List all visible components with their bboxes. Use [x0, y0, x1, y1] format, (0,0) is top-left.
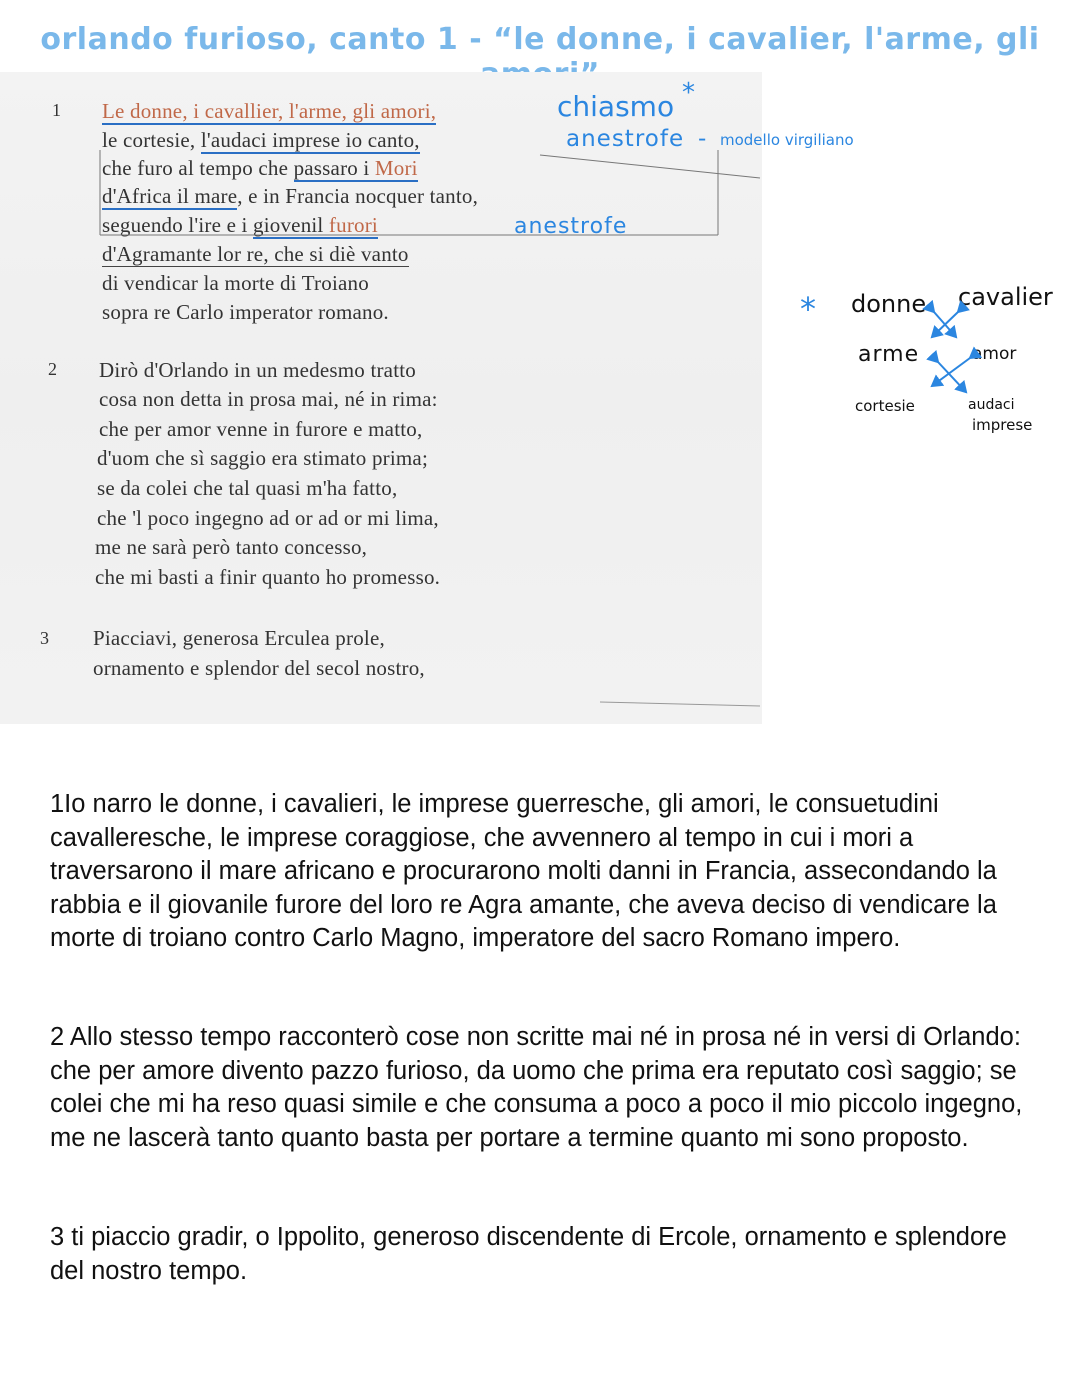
verse-line: Piacciavi, generosa Erculea prole, — [93, 626, 385, 650]
verse-line-text: passaro i — [293, 156, 375, 180]
verse-line: d'uom che sì saggio era stimato prima; — [97, 446, 428, 470]
verse-line: che mi basti a finir quanto ho promesso. — [95, 565, 441, 589]
diagram-word-donne: donne — [851, 290, 927, 318]
diagram-word-arme: arme — [858, 342, 920, 367]
arrow-icon — [932, 358, 970, 386]
annotation-anastrofe: anestrofe — [514, 214, 628, 239]
verse-line-text: d'Agramante lor re, che si diè vanto — [102, 242, 409, 266]
stanza-number-2: 2 — [48, 359, 57, 379]
verse-line-text: furori — [328, 213, 378, 237]
verse-line-text: che furo al tempo che — [102, 156, 294, 180]
paraphrase-stanza-2: 2 Allo stesso tempo racconterò cose non scritte mai né in prosa né in versi di Orlando: che per amore divento pazzo furioso, da uomo che prima era reputato così saggio; se colei che mi ha reso quasi simile e che consuma a poco a poco il mio piccolo ingegno, me ne lascerà tanto quanto basta per portare a termine quanto mi sono proposto. — [50, 1023, 1023, 1152]
verse-line: sopra re Carlo imperator romano. — [102, 300, 389, 324]
paraphrase-stanza-1: 1Io narro le donne, i cavalieri, le imprese guerresche, gli amori, le consuetudini cavalleresche, le imprese coraggiose, che avvennero al tempo in cui i mori a traversarono il mare africano e procurarono molti danni in Francia, assecondando la rabbia e il giovanile furore del loro re Agra amante, che aveva deciso di vendicare la morte di troiano contro Carlo Magno, imperatore del sacro Romano impero. — [50, 790, 997, 952]
verse-line: Dirò d'Orlando in un medesmo tratto — [99, 358, 416, 382]
stanza-number-1: 1 — [52, 100, 61, 120]
verse-line: ornamento e splendor del secol nostro, — [93, 656, 425, 680]
verse-line-text: , e in Francia nocquer tanto, — [237, 184, 479, 208]
verse-line-text: giovenil — [253, 213, 329, 237]
verse-line: che per amor venne in furore e matto, — [99, 417, 423, 441]
verse-line: di vendicar la morte di Troiano — [102, 271, 369, 295]
verse-line: che 'l poco ingegno ad or ad or mi lima, — [97, 506, 439, 530]
diagram-word-amor: amor — [972, 344, 1017, 364]
verse-line-text: Le donne, i cavallier, l'arme, gli amori, — [102, 99, 437, 123]
verse-line-text: seguendo l'ire e i — [102, 213, 254, 237]
diagram-word-imprese: imprese — [972, 416, 1033, 434]
paraphrase-stanza-3: 3 ti piaccio gradir, o Ippolito, generoso discendente di Ercole, ornamento e splendore del nostro tempo. — [50, 1223, 1007, 1285]
annotation-modello-virgiliano: modello virgiliano — [720, 131, 854, 149]
annotation-chiasmo: chiasmo — [557, 90, 675, 123]
asterisk-icon: * — [682, 78, 695, 108]
annotation-dash: - — [698, 126, 707, 152]
diagram-word-audaci: audaci — [968, 397, 1015, 413]
verse-line: cosa non detta in prosa mai, né in rima: — [99, 387, 438, 411]
verse-line-text: Mori — [374, 156, 418, 180]
asterisk-icon: * — [800, 290, 816, 328]
arrow-icon — [932, 312, 958, 337]
page-title: orlando furioso, canto 1 - “le donne, i cavalier, l'arme, gli — [40, 22, 1040, 57]
stanza-number-3: 3 — [40, 628, 49, 648]
diagram-word-cortesie: cortesie — [855, 397, 915, 415]
diagram-word-cavalier: cavalier — [958, 283, 1053, 311]
verse-line-text: l'audaci imprese io canto, — [200, 128, 420, 152]
verse-line-text: le cortesie, — [102, 128, 201, 152]
annotation-anastrofe: anestrofe — [566, 126, 685, 152]
verse-line-text: d'Africa il mare — [102, 184, 238, 208]
arrow-icon — [938, 362, 966, 392]
verse-line: se da colei che tal quasi m'ha fatto, — [97, 476, 398, 500]
verse-line: me ne sarà però tanto concesso, — [95, 535, 368, 559]
